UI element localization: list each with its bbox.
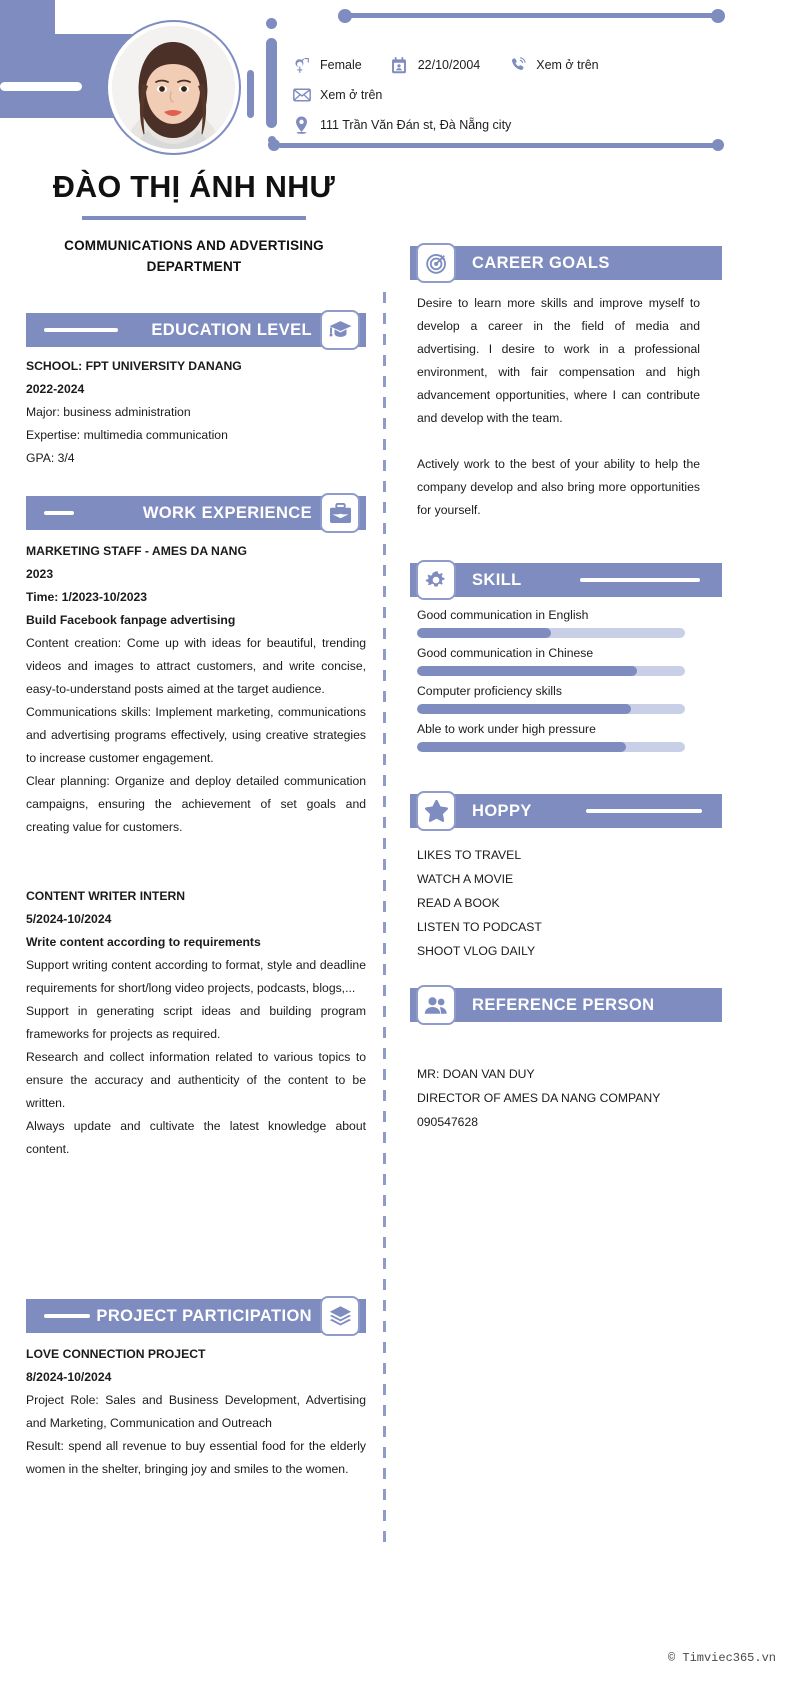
gender-icon bbox=[292, 56, 311, 75]
hobby-list-item: LIKES TO TRAVEL bbox=[417, 848, 522, 862]
section-bar bbox=[410, 563, 722, 597]
name-underline bbox=[82, 216, 306, 220]
graduation-cap-icon bbox=[320, 310, 360, 350]
reference-line: 090547628 bbox=[417, 1115, 479, 1129]
header-dot bbox=[711, 9, 725, 23]
contact-row-3 bbox=[292, 110, 722, 140]
contact-phone-value: Xem ở trên bbox=[536, 58, 599, 72]
work-paragraph: Communications skills: Implement marketing, communications and advertising programs effectively, using creative strategies to increase customer engagement. bbox=[26, 705, 366, 765]
section-title: PROJECT PARTICIPATION bbox=[96, 1306, 312, 1325]
spacer bbox=[417, 430, 700, 453]
star-icon bbox=[416, 791, 456, 831]
mail-icon bbox=[292, 86, 311, 105]
education-content bbox=[26, 355, 366, 470]
section-bar bbox=[26, 313, 366, 347]
section-header-hobby bbox=[410, 794, 722, 828]
portrait-photo-icon bbox=[112, 26, 235, 149]
avatar bbox=[112, 26, 235, 149]
contact-gender-value: Female bbox=[320, 58, 362, 72]
phone-icon bbox=[508, 56, 527, 75]
section-title: EDUCATION LEVEL bbox=[151, 320, 312, 339]
education-line: 2022-2024 bbox=[26, 382, 85, 396]
section-bar bbox=[410, 246, 722, 280]
education-line: SCHOOL: FPT UNIVERSITY DANANG bbox=[26, 359, 242, 373]
education-line: Expertise: multimedia communication bbox=[26, 428, 228, 442]
spacer bbox=[26, 839, 366, 862]
skill-progress-track bbox=[417, 628, 685, 638]
people-icon bbox=[416, 985, 456, 1025]
work-paragraph: Clear planning: Organize and deploy detailed communication campaigns, ensuring the achievement of set goals and creating value for customers. bbox=[26, 774, 366, 834]
skill-progress-fill bbox=[417, 628, 551, 638]
footer-watermark: © Timviec365.vn bbox=[667, 1651, 776, 1665]
skill-label: Able to work under high pressure bbox=[417, 722, 596, 736]
header-rule-bottom bbox=[278, 143, 720, 148]
layers-icon bbox=[320, 1296, 360, 1336]
work-paragraph: Support in generating script ideas and building program frameworks for projects as required. bbox=[26, 1004, 366, 1041]
section-header-reference bbox=[410, 988, 722, 1022]
project-content bbox=[26, 1343, 366, 1481]
contact-email-value: Xem ở trên bbox=[320, 88, 383, 102]
contact-row-1 bbox=[292, 50, 722, 80]
work-experience-content bbox=[26, 540, 366, 1161]
hobby-list-item: LISTEN TO PODCAST bbox=[417, 920, 542, 934]
skill-item bbox=[417, 608, 700, 638]
skill-content bbox=[417, 608, 700, 760]
target-icon bbox=[416, 243, 456, 283]
skill-progress-fill bbox=[417, 704, 631, 714]
work-paragraph: Support writing content according to format, style and deadline requirements for short/long video projects, podcasts, blogs,... bbox=[26, 958, 366, 995]
skill-item bbox=[417, 684, 700, 714]
skill-item bbox=[417, 646, 700, 676]
section-title: HOPPY bbox=[472, 801, 532, 820]
contact-gender bbox=[292, 56, 362, 75]
skill-label: Good communication in Chinese bbox=[417, 646, 594, 660]
work-year: 5/2024-10/2024 bbox=[26, 912, 112, 926]
section-dash bbox=[586, 809, 702, 813]
header-rule-top bbox=[348, 13, 720, 18]
work-year: 2023 bbox=[26, 567, 54, 581]
briefcase-icon bbox=[320, 493, 360, 533]
hobby-content bbox=[417, 843, 700, 963]
reference-line: MR: DOAN VAN DUY bbox=[417, 1067, 535, 1081]
skill-item bbox=[417, 722, 700, 752]
project-name: LOVE CONNECTION PROJECT bbox=[26, 1347, 206, 1361]
work-paragraph: Always update and cultivate the latest knowledge about content. bbox=[26, 1119, 366, 1156]
column-divider bbox=[383, 292, 386, 1544]
education-line: GPA: 3/4 bbox=[26, 451, 75, 465]
calendar-icon bbox=[390, 56, 409, 75]
page-title: ĐÀO THỊ ÁNH NHƯ bbox=[52, 170, 336, 204]
header-dot bbox=[338, 9, 352, 23]
section-bar bbox=[410, 794, 722, 828]
project-time: 8/2024-10/2024 bbox=[26, 1370, 112, 1384]
work-paragraph: Research and collect information related to various topics to ensure the accuracy and authenticity of the content to be written. bbox=[26, 1050, 366, 1110]
section-dash bbox=[580, 578, 700, 582]
spacer bbox=[26, 862, 366, 885]
reference-line: DIRECTOR OF AMES DA NANG COMPANY bbox=[417, 1091, 661, 1105]
header-dot bbox=[268, 136, 276, 144]
hobby-list-item: WATCH A MOVIE bbox=[417, 872, 514, 886]
section-title: REFERENCE PERSON bbox=[472, 995, 655, 1014]
career-goals-paragraph: Desire to learn more skills and improve myself to develop a career in the field of media and advertising. I desire to work in a professional environment, with fair compensation and high advancement opportunities, where I can contribute and develop with the team. bbox=[417, 296, 700, 425]
education-line: Major: business administration bbox=[26, 405, 191, 419]
contact-phone bbox=[508, 56, 598, 75]
work-role: MARKETING STAFF - AMES DA NANG bbox=[26, 544, 247, 558]
work-role: CONTENT WRITER INTERN bbox=[26, 889, 186, 903]
contact-birthday-value: 22/10/2004 bbox=[417, 58, 481, 72]
section-header-project bbox=[26, 1299, 366, 1333]
section-title: WORK EXPERIENCE bbox=[142, 503, 312, 522]
section-dash bbox=[44, 328, 118, 332]
section-title: CAREER GOALS bbox=[472, 253, 610, 272]
header-accent-bar bbox=[266, 38, 277, 128]
section-header-career-goals bbox=[410, 246, 722, 280]
skill-progress-track bbox=[417, 704, 685, 714]
section-dash bbox=[44, 511, 74, 515]
career-goals-content bbox=[417, 292, 700, 522]
work-time: Time: 1/2023-10/2023 bbox=[26, 590, 148, 604]
header-accent-bar bbox=[247, 70, 254, 118]
project-paragraph: Result: spend all revenue to buy essential food for the elderly women in the shelter, bringing joy and smiles to the women. bbox=[26, 1439, 366, 1476]
career-goals-paragraph: Actively work to the best of your ability to help the company develop and also bring more opportunities for yourself. bbox=[417, 457, 700, 517]
education-lines bbox=[26, 355, 366, 470]
contact-address bbox=[292, 116, 511, 135]
skill-progress-fill bbox=[417, 742, 626, 752]
work-highlight: Write content according to requirements bbox=[26, 935, 261, 949]
section-bar bbox=[26, 1299, 366, 1333]
skill-progress-track bbox=[417, 666, 685, 676]
section-header-work-experience bbox=[26, 496, 366, 530]
job-title: COMMUNICATIONS AND ADVERTISING DEPARTMENT bbox=[64, 238, 324, 274]
reference-content bbox=[417, 1062, 700, 1134]
skill-label: Computer proficiency skills bbox=[417, 684, 562, 698]
contact-info bbox=[292, 50, 722, 140]
contact-row-2 bbox=[292, 80, 722, 110]
skill-label: Good communication in English bbox=[417, 608, 589, 622]
project-paragraph: Project Role: Sales and Business Development, Advertising and Marketing, Communication and Outreach bbox=[26, 1393, 366, 1430]
contact-birthday bbox=[390, 56, 481, 75]
contact-address-value: 111 Trần Văn Đán st, Đà Nẵng city bbox=[320, 118, 512, 132]
hobby-list-item: SHOOT VLOG DAILY bbox=[417, 944, 536, 958]
section-title: SKILL bbox=[472, 570, 522, 589]
header-dot bbox=[266, 18, 277, 29]
header-white-bar bbox=[0, 82, 82, 91]
gear-icon bbox=[416, 560, 456, 600]
section-header-skill bbox=[410, 563, 722, 597]
skill-progress-fill bbox=[417, 666, 637, 676]
work-highlight: Build Facebook fanpage advertising bbox=[26, 613, 236, 627]
location-pin-icon bbox=[292, 116, 311, 135]
skill-progress-track bbox=[417, 742, 685, 752]
section-bar bbox=[410, 988, 722, 1022]
section-dash bbox=[44, 1314, 90, 1318]
work-paragraph: Content creation: Come up with ideas for beautiful, trending videos and images to attract customers, and write concise, easy-to-understand posts aimed at the target audience. bbox=[26, 636, 366, 696]
header-dot bbox=[712, 139, 724, 151]
hobby-list-item: READ A BOOK bbox=[417, 896, 500, 910]
section-bar bbox=[26, 496, 366, 530]
contact-email bbox=[292, 86, 382, 105]
section-header-education bbox=[26, 313, 366, 347]
